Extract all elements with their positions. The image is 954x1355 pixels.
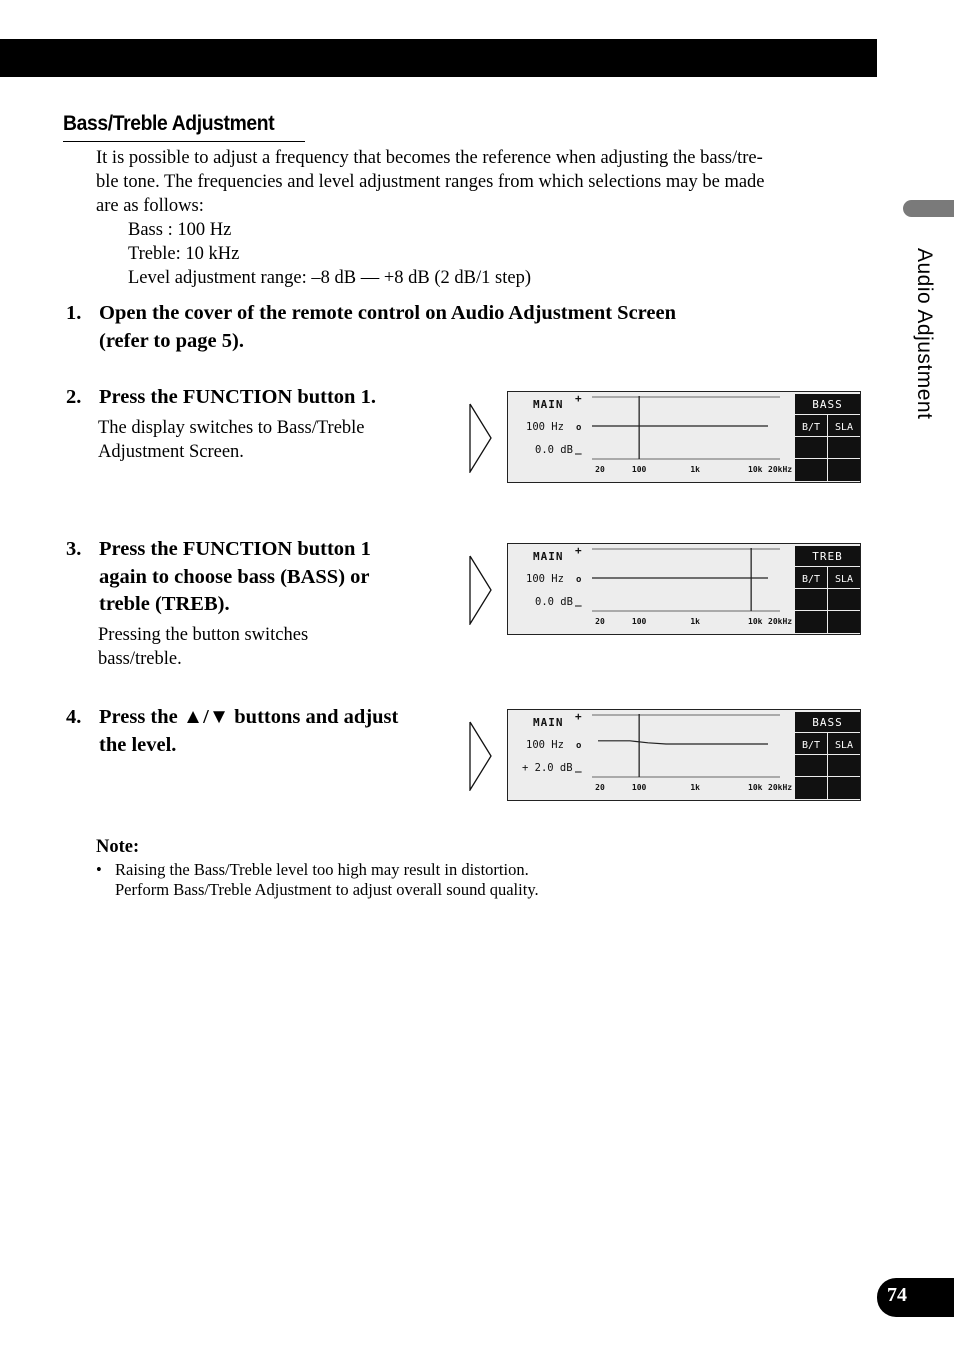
step-3-description — [98, 623, 308, 671]
lcd-minus-sign: _ — [575, 760, 582, 773]
lcd-sla-label: SLA — [834, 422, 854, 433]
step-4 — [66, 704, 446, 762]
lcd-empty-button — [828, 589, 860, 610]
chapter-tab — [903, 200, 954, 217]
lcd-band-label: BASS — [812, 716, 843, 729]
step-text: the level. — [99, 733, 177, 756]
step-text: (refer to page 5). — [99, 329, 244, 352]
chevron-right-icon — [469, 555, 493, 625]
intro-paragraph — [96, 146, 846, 290]
lcd-plus-sign: + — [575, 544, 582, 557]
step-number: 2. — [66, 386, 82, 408]
step-text: Open the cover of the remote control on Audio Adjustment Screen — [99, 302, 676, 324]
step-2 — [66, 384, 446, 414]
lcd-band-label: TREB — [812, 550, 843, 563]
lcd-x-tick-label: 20kHz — [768, 617, 793, 626]
chapter-label-text: Audio Adjustment — [913, 248, 936, 420]
intro-line: ble tone. The frequencies and level adjustment ranges from which selections may be made — [96, 172, 765, 192]
header-bar — [0, 39, 877, 77]
lcd-x-tick-label: 100 — [631, 465, 647, 474]
step-text: Press the FUNCTION button 1. — [99, 386, 376, 408]
lcd-x-tick-label: 20kHz — [768, 783, 793, 792]
step-number: 3. — [66, 538, 82, 560]
lcd-empty-button — [828, 459, 860, 481]
lcd-minus-sign: _ — [575, 442, 582, 455]
lcd-x-tick-label: 10k — [748, 783, 763, 792]
lcd-plus-sign: + — [575, 392, 582, 405]
lcd-mid-mark: o — [576, 423, 582, 433]
lcd-x-tick-label: 10k — [748, 465, 763, 474]
step-2-description — [98, 416, 365, 464]
lcd-empty-button — [828, 777, 860, 799]
step-text: Press the ▲/▼ buttons and adjust — [99, 706, 399, 728]
lcd-empty-button — [795, 611, 827, 633]
lcd-x-tick-label: 100 — [631, 617, 647, 626]
lcd-mode-label: MAIN — [533, 716, 564, 729]
desc-line: Adjustment Screen. — [98, 442, 244, 462]
spec-bass: Bass : 100 Hz — [128, 220, 232, 240]
intro-line: are as follows: — [96, 196, 204, 216]
lcd-mode-label: MAIN — [533, 550, 564, 563]
lcd-bt-label: B/T — [801, 422, 821, 433]
lcd-x-tick-label: 20 — [595, 465, 605, 474]
lcd-x-tick-label: 20 — [595, 783, 605, 792]
step-number: 1. — [66, 302, 82, 324]
lcd-mid-mark: o — [576, 741, 582, 751]
lcd-x-tick-label: 20 — [595, 617, 605, 626]
spec-level-range: Level adjustment range: –8 dB — +8 dB (2 dB/1 step) — [128, 268, 531, 288]
lcd-mode-label: MAIN — [533, 398, 564, 411]
desc-line: Pressing the button switches — [98, 625, 309, 645]
lcd-level-label: + 2.0 dB — [522, 762, 573, 774]
lcd-level-label: 0.0 dB — [535, 596, 573, 608]
lcd-x-tick-label: 10k — [748, 617, 763, 626]
desc-line: The display switches to Bass/Treble — [98, 418, 365, 438]
lcd-x-tick-label: 20kHz — [768, 465, 793, 474]
note-line: Perform Bass/Treble Adjustment to adjust overall sound quality. — [115, 880, 539, 899]
intro-line: It is possible to adjust a frequency that becomes the reference when adjusting the bass/tre- — [96, 148, 763, 168]
spec-treble: Treble: 10 kHz — [128, 244, 240, 264]
lcd-screen-bass-adjusted — [507, 709, 861, 801]
lcd-empty-button — [828, 437, 860, 458]
lcd-empty-button — [795, 755, 827, 776]
chevron-right-icon — [469, 721, 493, 791]
step-number: 4. — [66, 706, 82, 728]
step-text: again to choose bass (BASS) or — [99, 565, 370, 588]
lcd-screen-bass — [507, 391, 861, 483]
lcd-band-label: BASS — [812, 398, 843, 411]
lcd-x-tick-label: 1k — [690, 783, 700, 792]
step-text: Press the FUNCTION button 1 — [99, 538, 371, 560]
lcd-empty-button — [828, 755, 860, 776]
page-number: 74 — [887, 1284, 907, 1306]
step-1 — [66, 300, 866, 360]
lcd-sla-label: SLA — [834, 740, 854, 751]
chevron-right-icon — [469, 403, 493, 473]
lcd-empty-button — [795, 459, 827, 481]
lcd-mid-mark: o — [576, 575, 582, 585]
chapter-label — [902, 248, 948, 448]
page-number-badge — [877, 1278, 954, 1317]
lcd-freq-label: 100 Hz — [526, 573, 564, 585]
lcd-x-tick-label: 1k — [690, 617, 700, 626]
lcd-empty-button — [795, 777, 827, 799]
lcd-minus-sign: _ — [575, 594, 582, 607]
lcd-screen-treble — [507, 543, 861, 635]
title-underline — [63, 141, 305, 142]
lcd-sla-label: SLA — [834, 574, 854, 585]
lcd-plus-sign: + — [575, 710, 582, 723]
lcd-empty-button — [795, 589, 827, 610]
bullet-icon: • — [96, 860, 102, 879]
lcd-x-tick-label: 1k — [690, 465, 700, 474]
note-title: Note: — [96, 837, 140, 857]
lcd-bt-label: B/T — [801, 574, 821, 585]
lcd-response-curve — [598, 741, 768, 744]
step-text: treble (TREB). — [99, 593, 230, 615]
note-line: Raising the Bass/Treble level too high may result in distortion. — [115, 860, 529, 879]
desc-line: bass/treble. — [98, 649, 182, 669]
lcd-empty-button — [828, 611, 860, 633]
lcd-empty-button — [795, 437, 827, 458]
lcd-freq-label: 100 Hz — [526, 421, 564, 433]
lcd-bt-label: B/T — [801, 740, 821, 751]
lcd-freq-label: 100 Hz — [526, 739, 564, 751]
section-title: Bass/Treble Adjustment — [63, 112, 275, 135]
step-3 — [66, 536, 446, 621]
lcd-x-tick-label: 100 — [631, 783, 647, 792]
lcd-level-label: 0.0 dB — [535, 444, 573, 456]
